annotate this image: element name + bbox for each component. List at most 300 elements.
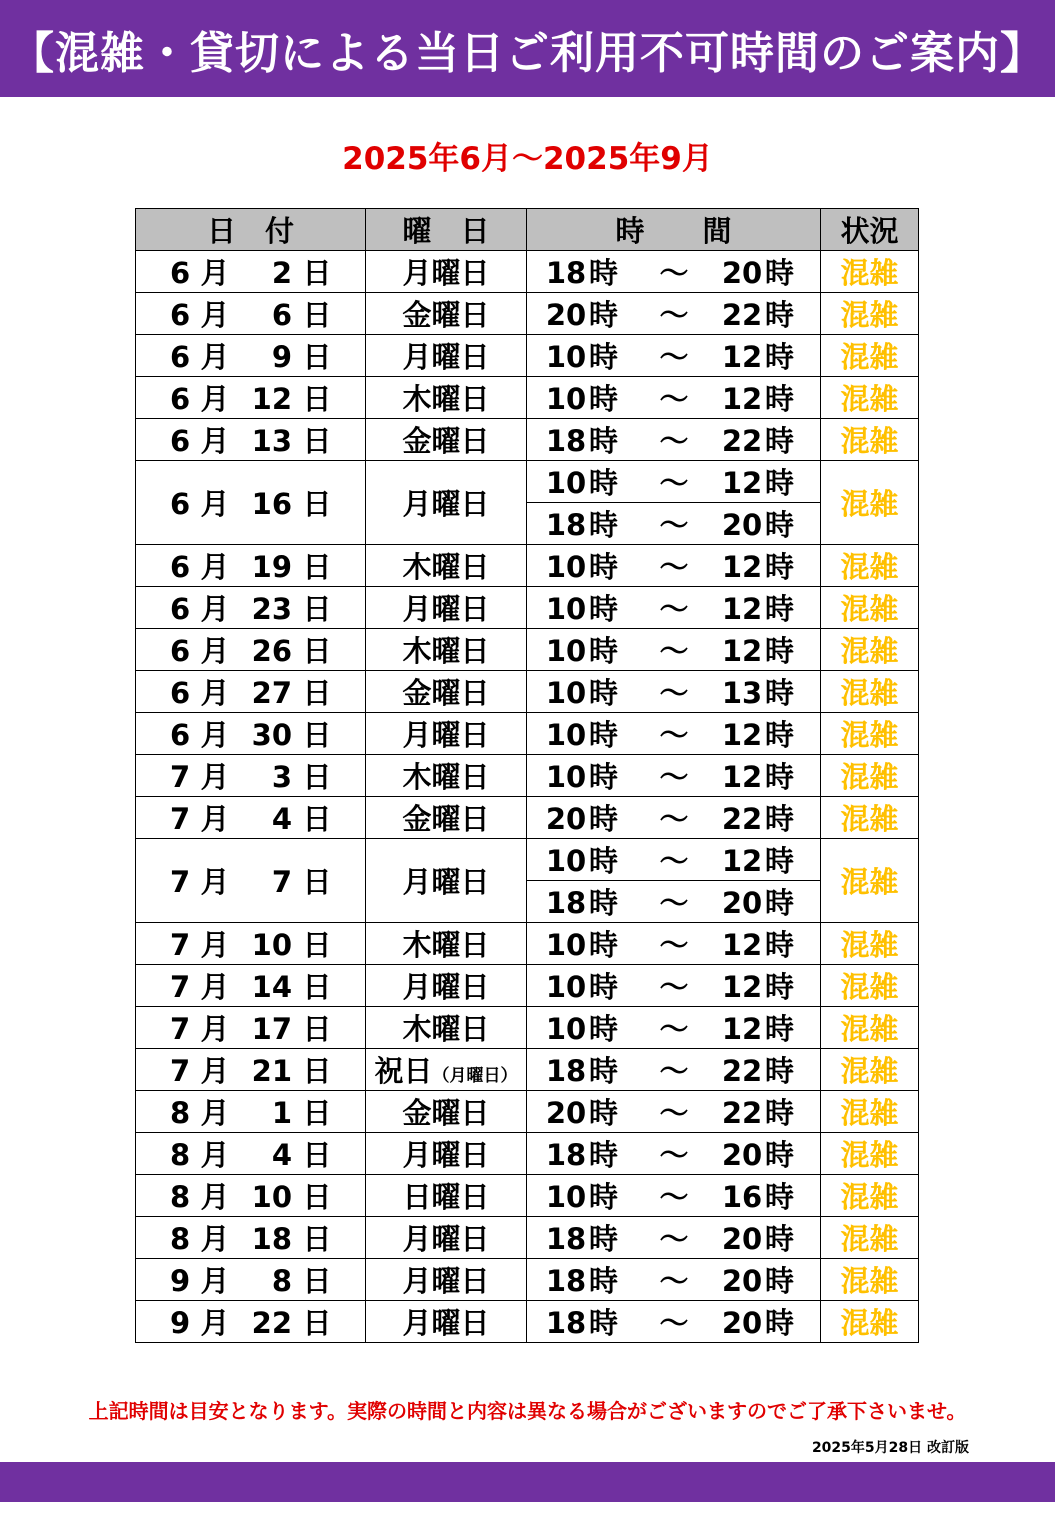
range-separator: ～ xyxy=(659,1096,689,1130)
hour-unit: 時 xyxy=(589,1096,619,1130)
month-unit: 月 xyxy=(200,634,230,668)
day-value: 21 xyxy=(251,1054,292,1088)
month-unit: 月 xyxy=(200,592,230,626)
schedule-body xyxy=(136,251,919,1343)
time-to: 13 xyxy=(721,676,763,710)
page-title: 【混雑・貸切による当日ご利用不可時間のご案内】 xyxy=(10,27,1045,79)
month-value: 6 xyxy=(170,634,191,668)
status-cell xyxy=(821,923,919,965)
day-value: 10 xyxy=(251,1180,292,1214)
day-unit: 日 xyxy=(302,1180,332,1214)
date-cell xyxy=(136,839,366,923)
table-row xyxy=(136,335,919,377)
status-badge: 混雑 xyxy=(840,1222,899,1256)
status-badge: 混雑 xyxy=(840,592,899,626)
range-separator: ～ xyxy=(659,1180,689,1214)
status-badge: 混雑 xyxy=(840,718,899,752)
weekday-label: 金曜日 xyxy=(402,802,490,836)
month-value: 7 xyxy=(170,928,191,962)
table-row xyxy=(136,1133,919,1175)
hour-unit: 時 xyxy=(765,928,795,962)
table-row xyxy=(136,1175,919,1217)
day-value: 2 xyxy=(271,256,292,290)
time-from: 18 xyxy=(545,508,587,542)
time-to: 12 xyxy=(721,844,763,878)
table-header-row xyxy=(136,209,919,251)
time-from: 10 xyxy=(545,550,587,584)
header-status: 状況 xyxy=(821,209,919,251)
hour-unit: 時 xyxy=(765,1264,795,1298)
hour-unit: 時 xyxy=(589,928,619,962)
date-cell xyxy=(136,335,366,377)
day-value: 9 xyxy=(271,340,292,374)
weekday-label: 木曜日 xyxy=(402,760,490,794)
date-cell xyxy=(136,629,366,671)
hour-unit: 時 xyxy=(765,550,795,584)
hour-unit: 時 xyxy=(765,340,795,374)
table-row xyxy=(136,629,919,671)
hour-unit: 時 xyxy=(589,298,619,332)
hour-unit: 時 xyxy=(589,1180,619,1214)
status-cell xyxy=(821,335,919,377)
date-cell xyxy=(136,377,366,419)
weekday-cell xyxy=(366,461,527,545)
day-unit: 日 xyxy=(302,1096,332,1130)
time-to: 20 xyxy=(721,886,763,920)
hour-unit: 時 xyxy=(765,1096,795,1130)
weekday-label: 木曜日 xyxy=(402,928,490,962)
date-cell xyxy=(136,251,366,293)
day-unit: 日 xyxy=(302,487,332,521)
time-from: 10 xyxy=(545,676,587,710)
day-unit: 日 xyxy=(302,592,332,626)
range-separator: ～ xyxy=(659,550,689,584)
header-day: 曜 日 xyxy=(366,209,527,251)
day-value: 8 xyxy=(271,1264,292,1298)
weekday-label: 月曜日 xyxy=(402,970,490,1004)
time-cell xyxy=(527,545,821,587)
status-badge: 混雑 xyxy=(840,928,899,962)
table-row xyxy=(136,755,919,797)
month-unit: 月 xyxy=(200,550,230,584)
date-cell xyxy=(136,545,366,587)
time-to: 20 xyxy=(721,1264,763,1298)
hour-unit: 時 xyxy=(765,298,795,332)
status-cell xyxy=(821,713,919,755)
month-unit: 月 xyxy=(200,487,230,521)
day-value: 19 xyxy=(251,550,292,584)
weekday-cell xyxy=(366,797,527,839)
date-cell xyxy=(136,419,366,461)
range-separator: ～ xyxy=(659,424,689,458)
time-from: 10 xyxy=(545,382,587,416)
day-unit: 日 xyxy=(302,1222,332,1256)
weekday-cell xyxy=(366,293,527,335)
day-value: 14 xyxy=(251,970,292,1004)
status-cell xyxy=(821,545,919,587)
period-heading: 2025年6月～2025年9月 xyxy=(342,141,713,177)
header-time: 時 間 xyxy=(527,209,821,251)
month-value: 6 xyxy=(170,382,191,416)
day-value: 18 xyxy=(251,1222,292,1256)
weekday-cell xyxy=(366,1175,527,1217)
status-badge: 混雑 xyxy=(840,550,899,584)
time-from: 20 xyxy=(545,802,587,836)
date-cell xyxy=(136,1175,366,1217)
month-value: 6 xyxy=(170,298,191,332)
range-separator: ～ xyxy=(659,1264,689,1298)
date-cell xyxy=(136,713,366,755)
hour-unit: 時 xyxy=(589,970,619,1004)
weekday-label: 月曜日 xyxy=(402,718,490,752)
month-value: 8 xyxy=(170,1180,191,1214)
hour-unit: 時 xyxy=(589,1054,619,1088)
month-unit: 月 xyxy=(200,1180,230,1214)
date-cell xyxy=(136,1217,366,1259)
time-from: 10 xyxy=(545,592,587,626)
time-to: 22 xyxy=(721,424,763,458)
time-cell xyxy=(527,1217,821,1259)
weekday-label: 月曜日 xyxy=(402,1138,490,1172)
weekday-cell xyxy=(366,1091,527,1133)
hour-unit: 時 xyxy=(765,592,795,626)
weekday-label: 木曜日 xyxy=(402,550,490,584)
weekday-label: 日曜日 xyxy=(402,1180,490,1214)
time-from: 18 xyxy=(545,256,587,290)
weekday-label: 月曜日 xyxy=(402,1222,490,1256)
month-value: 6 xyxy=(170,487,191,521)
time-cell xyxy=(527,797,821,839)
month-unit: 月 xyxy=(200,1264,230,1298)
weekday-cell xyxy=(366,1007,527,1049)
hour-unit: 時 xyxy=(765,718,795,752)
time-cell xyxy=(527,587,821,629)
time-cell xyxy=(527,1301,821,1343)
status-badge: 混雑 xyxy=(840,970,899,1004)
range-separator: ～ xyxy=(659,1012,689,1046)
weekday-cell xyxy=(366,629,527,671)
month-unit: 月 xyxy=(200,1012,230,1046)
date-cell xyxy=(136,1301,366,1343)
time-from: 20 xyxy=(545,298,587,332)
hour-unit: 時 xyxy=(589,886,619,920)
status-badge: 混雑 xyxy=(840,1054,899,1088)
time-from: 18 xyxy=(545,1306,587,1340)
hour-unit: 時 xyxy=(765,802,795,836)
day-unit: 日 xyxy=(302,865,332,899)
month-value: 6 xyxy=(170,424,191,458)
time-from: 10 xyxy=(545,718,587,752)
time-to: 12 xyxy=(721,1012,763,1046)
status-badge: 混雑 xyxy=(840,1012,899,1046)
range-separator: ～ xyxy=(659,508,689,542)
month-unit: 月 xyxy=(200,1054,230,1088)
table-row xyxy=(136,1259,919,1301)
hour-unit: 時 xyxy=(589,760,619,794)
status-cell xyxy=(821,461,919,545)
weekday-label: 月曜日 xyxy=(402,1306,490,1340)
month-unit: 月 xyxy=(200,865,230,899)
hour-unit: 時 xyxy=(589,1306,619,1340)
time-to: 12 xyxy=(721,718,763,752)
month-value: 8 xyxy=(170,1222,191,1256)
status-cell xyxy=(821,1049,919,1091)
range-separator: ～ xyxy=(659,634,689,668)
time-from: 18 xyxy=(545,424,587,458)
hour-unit: 時 xyxy=(589,466,619,500)
month-value: 7 xyxy=(170,970,191,1004)
month-value: 6 xyxy=(170,340,191,374)
weekday-cell xyxy=(366,1259,527,1301)
table-row xyxy=(136,251,919,293)
status-cell xyxy=(821,293,919,335)
status-cell xyxy=(821,377,919,419)
status-badge: 混雑 xyxy=(840,802,899,836)
hour-unit: 時 xyxy=(765,760,795,794)
table-row xyxy=(136,587,919,629)
status-cell xyxy=(821,965,919,1007)
month-unit: 月 xyxy=(200,676,230,710)
hour-unit: 時 xyxy=(589,634,619,668)
status-cell xyxy=(821,1175,919,1217)
time-to: 12 xyxy=(721,592,763,626)
month-unit: 月 xyxy=(200,424,230,458)
status-cell xyxy=(821,587,919,629)
month-unit: 月 xyxy=(200,970,230,1004)
range-separator: ～ xyxy=(659,844,689,878)
weekday-cell xyxy=(366,1133,527,1175)
month-unit: 月 xyxy=(200,802,230,836)
month-value: 7 xyxy=(170,1012,191,1046)
weekday-cell xyxy=(366,545,527,587)
status-cell xyxy=(821,755,919,797)
range-separator: ～ xyxy=(659,718,689,752)
status-badge: 混雑 xyxy=(840,256,899,290)
weekday-label: 月曜日 xyxy=(402,865,490,899)
month-unit: 月 xyxy=(200,340,230,374)
day-value: 26 xyxy=(251,634,292,668)
status-cell xyxy=(821,671,919,713)
hour-unit: 時 xyxy=(765,1222,795,1256)
range-separator: ～ xyxy=(659,466,689,500)
time-from: 20 xyxy=(545,1096,587,1130)
status-cell xyxy=(821,1301,919,1343)
time-cell xyxy=(527,1091,821,1133)
hour-unit: 時 xyxy=(765,424,795,458)
weekday-label: 祝日 xyxy=(374,1054,433,1088)
time-cell xyxy=(527,419,821,461)
hour-unit: 時 xyxy=(589,592,619,626)
day-value: 1 xyxy=(271,1096,292,1130)
time-to: 22 xyxy=(721,802,763,836)
day-value: 4 xyxy=(271,1138,292,1172)
hour-unit: 時 xyxy=(589,676,619,710)
status-cell xyxy=(821,1133,919,1175)
status-badge: 混雑 xyxy=(840,634,899,668)
time-to: 20 xyxy=(721,256,763,290)
hour-unit: 時 xyxy=(765,508,795,542)
month-value: 8 xyxy=(170,1138,191,1172)
weekday-label: 金曜日 xyxy=(402,676,490,710)
table-row xyxy=(136,1217,919,1259)
time-from: 18 xyxy=(545,1222,587,1256)
date-cell xyxy=(136,923,366,965)
hour-unit: 時 xyxy=(765,382,795,416)
weekday-label: 金曜日 xyxy=(402,298,490,332)
time-to: 22 xyxy=(721,1054,763,1088)
range-separator: ～ xyxy=(659,928,689,962)
weekday-label: 金曜日 xyxy=(402,424,490,458)
time-to: 12 xyxy=(721,466,763,500)
day-unit: 日 xyxy=(302,1264,332,1298)
weekday-cell xyxy=(366,755,527,797)
hour-unit: 時 xyxy=(765,970,795,1004)
time-cell xyxy=(527,965,821,1007)
hour-unit: 時 xyxy=(765,1180,795,1214)
date-cell xyxy=(136,671,366,713)
time-cell xyxy=(527,1007,821,1049)
weekday-cell xyxy=(366,251,527,293)
weekday-cell xyxy=(366,839,527,923)
month-unit: 月 xyxy=(200,718,230,752)
time-to: 12 xyxy=(721,634,763,668)
day-value: 7 xyxy=(271,865,292,899)
disclaimer-note: 上記時間は目安となります。実際の時間と内容は異なる場合がございますのでご了承下さいませ。 xyxy=(88,1399,967,1423)
month-value: 6 xyxy=(170,256,191,290)
hour-unit: 時 xyxy=(765,1054,795,1088)
day-value: 27 xyxy=(251,676,292,710)
hour-unit: 時 xyxy=(589,424,619,458)
table-row xyxy=(136,713,919,755)
weekday-sub-label: （月曜日） xyxy=(432,1066,518,1086)
day-unit: 日 xyxy=(302,340,332,374)
day-unit: 日 xyxy=(302,928,332,962)
month-unit: 月 xyxy=(200,760,230,794)
status-cell xyxy=(821,419,919,461)
time-to: 16 xyxy=(721,1180,763,1214)
day-value: 13 xyxy=(251,424,292,458)
month-unit: 月 xyxy=(200,298,230,332)
time-from: 10 xyxy=(545,970,587,1004)
time-cell xyxy=(527,1175,821,1217)
date-cell xyxy=(136,797,366,839)
weekday-label: 月曜日 xyxy=(402,256,490,290)
hour-unit: 時 xyxy=(589,1012,619,1046)
time-to: 20 xyxy=(721,1222,763,1256)
hour-unit: 時 xyxy=(589,340,619,374)
weekday-label: 木曜日 xyxy=(402,382,490,416)
table-row xyxy=(136,923,919,965)
range-separator: ～ xyxy=(659,970,689,1004)
time-to: 22 xyxy=(721,298,763,332)
month-value: 7 xyxy=(170,1054,191,1088)
table-row xyxy=(136,419,919,461)
time-to: 12 xyxy=(721,550,763,584)
hour-unit: 時 xyxy=(765,1012,795,1046)
day-value: 12 xyxy=(251,382,292,416)
hour-unit: 時 xyxy=(589,550,619,584)
day-unit: 日 xyxy=(302,760,332,794)
hour-unit: 時 xyxy=(765,1138,795,1172)
weekday-cell xyxy=(366,587,527,629)
date-cell xyxy=(136,1091,366,1133)
weekday-cell xyxy=(366,965,527,1007)
date-cell xyxy=(136,1259,366,1301)
range-separator: ～ xyxy=(659,382,689,416)
status-cell xyxy=(821,1007,919,1049)
weekday-label: 月曜日 xyxy=(402,340,490,374)
time-cell xyxy=(527,839,821,881)
time-from: 18 xyxy=(545,1264,587,1298)
hour-unit: 時 xyxy=(765,886,795,920)
status-cell xyxy=(821,1259,919,1301)
hour-unit: 時 xyxy=(765,256,795,290)
month-unit: 月 xyxy=(200,928,230,962)
status-badge: 混雑 xyxy=(840,1306,899,1340)
status-badge: 混雑 xyxy=(840,298,899,332)
time-from: 18 xyxy=(545,1138,587,1172)
table-row xyxy=(136,1301,919,1343)
status-badge: 混雑 xyxy=(840,865,899,899)
time-cell xyxy=(527,629,821,671)
range-separator: ～ xyxy=(659,676,689,710)
time-from: 10 xyxy=(545,844,587,878)
table-row xyxy=(136,1007,919,1049)
status-badge: 混雑 xyxy=(840,760,899,794)
weekday-label: 月曜日 xyxy=(402,1264,490,1298)
range-separator: ～ xyxy=(659,592,689,626)
day-value: 22 xyxy=(251,1306,292,1340)
time-from: 18 xyxy=(545,886,587,920)
day-unit: 日 xyxy=(302,382,332,416)
time-to: 20 xyxy=(721,1138,763,1172)
time-cell xyxy=(527,503,821,545)
range-separator: ～ xyxy=(659,802,689,836)
month-value: 7 xyxy=(170,865,191,899)
month-value: 6 xyxy=(170,592,191,626)
schedule-table xyxy=(135,208,919,1343)
weekday-cell xyxy=(366,671,527,713)
date-cell xyxy=(136,587,366,629)
range-separator: ～ xyxy=(659,1054,689,1088)
weekday-cell xyxy=(366,923,527,965)
table-row xyxy=(136,965,919,1007)
weekday-label: 金曜日 xyxy=(402,1096,490,1130)
hour-unit: 時 xyxy=(765,466,795,500)
hour-unit: 時 xyxy=(765,676,795,710)
table-row xyxy=(136,293,919,335)
day-unit: 日 xyxy=(302,970,332,1004)
range-separator: ～ xyxy=(659,760,689,794)
time-from: 10 xyxy=(545,1180,587,1214)
hour-unit: 時 xyxy=(589,256,619,290)
weekday-cell xyxy=(366,419,527,461)
time-cell xyxy=(527,671,821,713)
time-to: 12 xyxy=(721,970,763,1004)
hour-unit: 時 xyxy=(589,1222,619,1256)
time-cell xyxy=(527,461,821,503)
date-cell xyxy=(136,755,366,797)
weekday-label: 木曜日 xyxy=(402,1012,490,1046)
date-cell xyxy=(136,965,366,1007)
table-row xyxy=(136,839,919,881)
status-badge: 混雑 xyxy=(840,424,899,458)
range-separator: ～ xyxy=(659,886,689,920)
table-row xyxy=(136,377,919,419)
weekday-cell xyxy=(366,713,527,755)
time-cell xyxy=(527,923,821,965)
day-value: 4 xyxy=(271,802,292,836)
